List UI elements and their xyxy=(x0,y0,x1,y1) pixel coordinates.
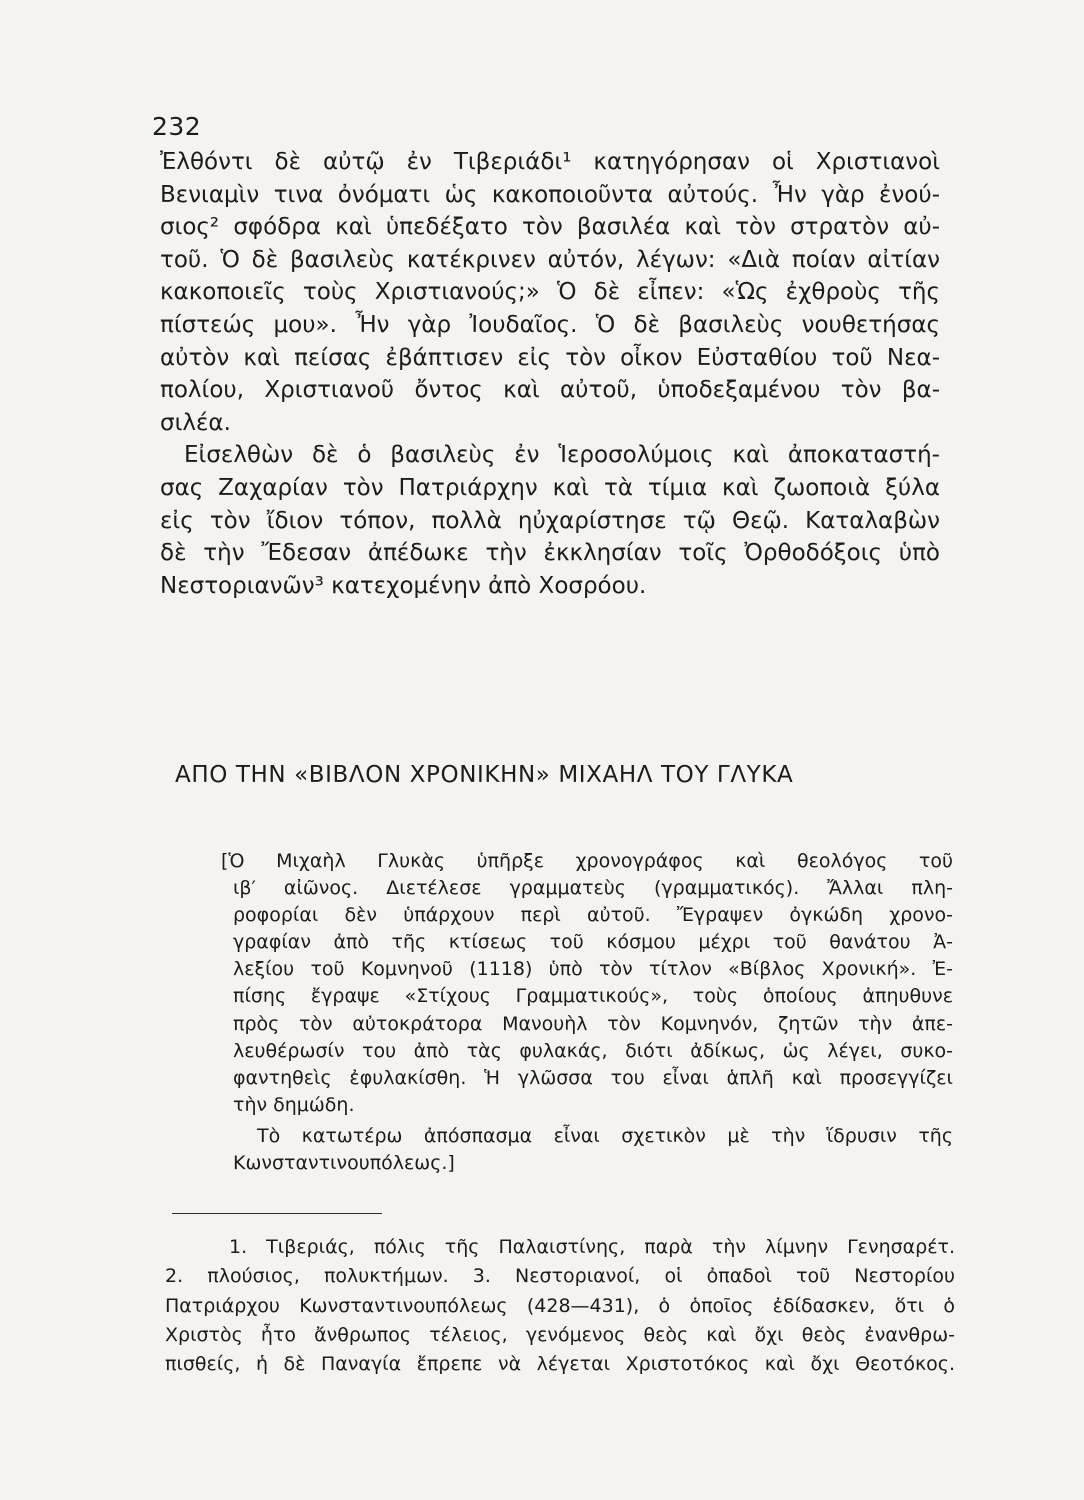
text-line: Ἐλθόντι δὲ αὐτῷ ἐν Τιβεριάδι¹ κατηγόρησαν οἱ Χριστιανοὶ xyxy=(160,149,940,175)
text-line: εἰς τὸν ἴδιον τόπον, πολλὰ ηὐχαρίστησε τῷ Θεῷ. Καταλαβὼν xyxy=(160,507,940,534)
intro-line: τὴν δημώδη. xyxy=(233,1093,355,1116)
intro-line: πρὸς τὸν αὐτοκράτορα Μανουὴλ τὸν Κομνηνόν, ζητῶν τὴν ἀπε- xyxy=(233,1012,953,1035)
text-line: κακοποιεῖς τοὺς Χριστιανούς;» Ὁ δὲ εἶπεν: «Ὡς ἐχθροὺς τῆς xyxy=(160,279,940,306)
text-line: αὐτὸν καὶ πείσας ἐβάπτισεν εἰς τὸν οἶκον Εὐσταθίου τοῦ Νεα- xyxy=(160,344,940,371)
footnote-divider xyxy=(172,1213,382,1214)
section-heading: ΑΠΟ ΤΗΝ «ΒΙΒΛΟΝ ΧΡΟΝΙΚΗΝ» ΜΙΧΑΗΛ ΤΟΥ ΓΛΥΚΑ xyxy=(175,762,794,788)
text-line: πολίου, Χριστιανοῦ ὄντος καὶ αὐτοῦ, ὑποδεξαμένου τὸν βα- xyxy=(160,377,940,404)
text-line: τοῦ. Ὁ δὲ βασιλεὺς κατέκρινεν αὐτόν, λέγων: «Διὰ ποίαν αἰτίαν xyxy=(160,246,940,273)
text-line: Βενιαμὶν τινα ὀνόματι ὡς κακοποιοῦντα αὐτούς. Ἦν γὰρ ἐνού- xyxy=(160,181,940,208)
main-text-block xyxy=(160,146,960,602)
text-line: σιλέα. xyxy=(160,409,231,436)
intro-line: γραφίαν ἀπὸ τῆς κτίσεως τοῦ κόσμου μέχρι τοῦ θανάτου Ἀ- xyxy=(233,931,953,954)
intro-line: πίσης ἔγραψε «Στίχους Γραμματικούς», τοὺς ὁποίους ἀπηυθυνε xyxy=(233,985,953,1008)
text-line: πίστεώς μου». Ἦν γὰρ Ἰουδαῖος. Ὁ δὲ βασιλεὺς νουθετήσας xyxy=(160,311,940,338)
text-line: Νεστοριανῶν³ κατεχομένην ἀπὸ Χοσρόου. xyxy=(160,572,647,599)
intro-line: φαντηθεὶς ἐφυλακίσθη. Ἡ γλῶσσα του εἶναι ἁπλῆ καὶ προσεγγίζει xyxy=(233,1066,953,1089)
intro-note-block xyxy=(221,848,963,1177)
footnote-line: 1. Τιβεριάς, πόλις τῆς Παλαιστίνης, παρὰ τὴν λίμνην Γενησαρέτ. xyxy=(229,1236,955,1258)
footnote-line: πισθείς, ἡ δὲ Παναγία ἔπρεπε νὰ λέγεται Χριστοτόκος καὶ ὄχι Θεοτόκος. xyxy=(165,1353,955,1376)
footnote-line: Πατριάρχου Κωνσταντινουπόλεως (428—431), ὁ ὁποῖος ἐδίδασκεν, ὅτι ὁ xyxy=(165,1294,955,1317)
footnote-line: 2. πλούσιος, πολυκτήμων. 3. Νεστοριανοί, οἱ ὀπαδοὶ τοῦ Νεστορίου xyxy=(165,1265,955,1288)
text-line: δὲ τὴν Ἔδεσαν ἀπέδωκε τὴν ἐκκλησίαν τοῖς Ὀρθοδόξοις ὑπὸ xyxy=(160,540,940,567)
text-line: σιος² σφόδρα καὶ ὑπεδέξατο τὸν βασιλέα καὶ τὸν στρατὸν αὐ- xyxy=(160,214,940,241)
intro-line: λεξίου τοῦ Κομνηνοῦ (1118) ὑπὸ τὸν τίτλον «Βίβλος Χρονική». Ἐ- xyxy=(233,958,953,981)
intro-line: Τὸ κατωτέρω ἀπόσπασμα εἶναι σχετικὸν μὲ τὴν ἵδρυσιν τῆς xyxy=(257,1124,953,1147)
text-line: Εἰσελθὼν δὲ ὁ βασιλεὺς ἐν Ἱεροσολύμοις καὶ ἀποκαταστή- xyxy=(184,442,940,469)
intro-line: ιβ′ αἰῶνος. Διετέλεσε γραμματεὺς (γραμματικός). Ἄλλαι πλη- xyxy=(233,877,953,900)
page-number: 232 xyxy=(152,112,202,141)
intro-line: λευθέρωσίν του ἀπὸ τὰς φυλακάς, διότι ἀδίκως, ὡς λέγει, συκο- xyxy=(233,1039,953,1062)
intro-line: Κωνσταντινουπόλεως.] xyxy=(233,1152,455,1175)
footnotes-block xyxy=(165,1233,965,1379)
footnote-line: Χριστὸς ἦτο ἄνθρωπος τέλειος, γενόμενος θεὸς καὶ ὄχι θεὸς ἐνανθρω- xyxy=(165,1323,955,1346)
intro-line: ροφορίαι δὲν ὑπάρχουν περὶ αὐτοῦ. Ἔγραψεν ὀγκώδη χρονο- xyxy=(233,904,953,927)
text-line: σας Ζαχαρίαν τὸν Πατριάρχην καὶ τὰ τίμια καὶ ζωοποιὰ ξύλα xyxy=(160,474,940,501)
intro-line: [Ὁ Μιχαὴλ Γλυκὰς ὑπῆρξε χρονογράφος καὶ θεολόγος τοῦ xyxy=(221,850,953,872)
